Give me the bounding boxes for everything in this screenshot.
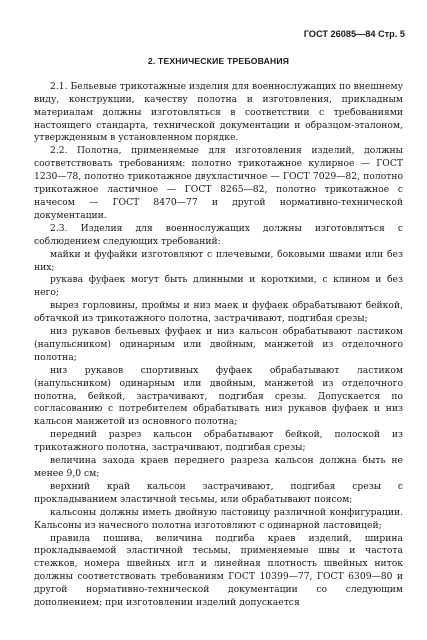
paragraph: низ рукавов бельевых фуфаек и низ кальсон обрабатывают ластиком (напульсником) одинарным или двойным, манжетой из отделочного полотна; [34,326,403,363]
section-title: 2. ТЕХНИЧЕСКИЕ ТРЕБОВАНИЯ [147,55,290,66]
paragraph: низ рукавов спортивных фуфаек обрабатывают ластиком (напульсником) одинарным или двойным, манжетой из отделочного полотна, бейкой, застрачивают, подгибая срезы. Допускается по согласованию с потребителем обрабатывать низ рукавов фуфаек и низ кальсон манжетой из основного полотна; [34,364,403,428]
paragraph: передний разрез кальсон обрабатывают бейкой, полоской из трикотажного полотна, застрачивают, подгибая срезы; [34,429,403,454]
paragraph: правила пошива, величина подгиба краев изделий, ширина прокладываемой эластичной тесьмы, применяемые швы и частота стежков, номера швейных игл и линейная плотность швейных ниток должны соответствовать требованиям ГОСТ 10399—77, ГОСТ 6309—80 и другой нормативно-технической документации со следующим дополнением: при изготовлении изделий допускается [34,532,403,609]
body-text [34,81,403,610]
paragraph: рукава фуфаек могут быть длинными и короткими, с клином и без него; [34,274,403,299]
paragraph: кальсоны должны иметь двойную ластовицу различной конфигурации. Кальсоны из начесного полотна изготовляют с одинарной ластовицей; [34,506,403,531]
paragraph: верхний край кальсон застрачивают, подгибая срезы с прокладыванием эластичной тесьмы, или обрабатывают поясом; [34,480,403,505]
document-page [34,28,403,610]
paragraph: величина захода краев переднего разреза кальсон должна быть не менее 9,0 см; [34,455,403,479]
paragraph: 2.1. Бельевые трикотажные изделия для военнослужащих по внешнему виду, конструкции, качеству полотна и изготовления, прикладным материалам должны изготовляться в соответствии с требованиями настоящего стандарта, технической документации и образцом-эталоном, утвержденным в установленном порядке. [34,80,404,144]
paragraph: вырез горловины, проймы и низ маек и фуфаек обрабатывают бейкой, обтачкой из трикотажного полотна, застрачивают, подгибая срезы; [34,300,403,325]
page-header: ГОСТ 26085—84 Стр. 5 [303,29,405,39]
paragraph: 2.2. Полотна, применяемые для изготовления изделий, должны соответствовать требованиям: полотно трикотажное кулирное — ГОСТ 1230—78, полотно трикотажное двухластичное — ГОСТ 7029—82, полотно трикотажное ластичное — ГОСТ 8265—82, полотно трикотажное с начесом — ГОСТ 8470—77 и другой нормативно-технической документации. [34,145,403,221]
paragraph: майки и фуфайки изготовляют с плечевыми, боковыми швами или без них; [34,248,403,273]
paragraph: 2.3. Изделия для военнослужащих должны изготовляться с соблюдением следующих требований: [34,222,403,247]
